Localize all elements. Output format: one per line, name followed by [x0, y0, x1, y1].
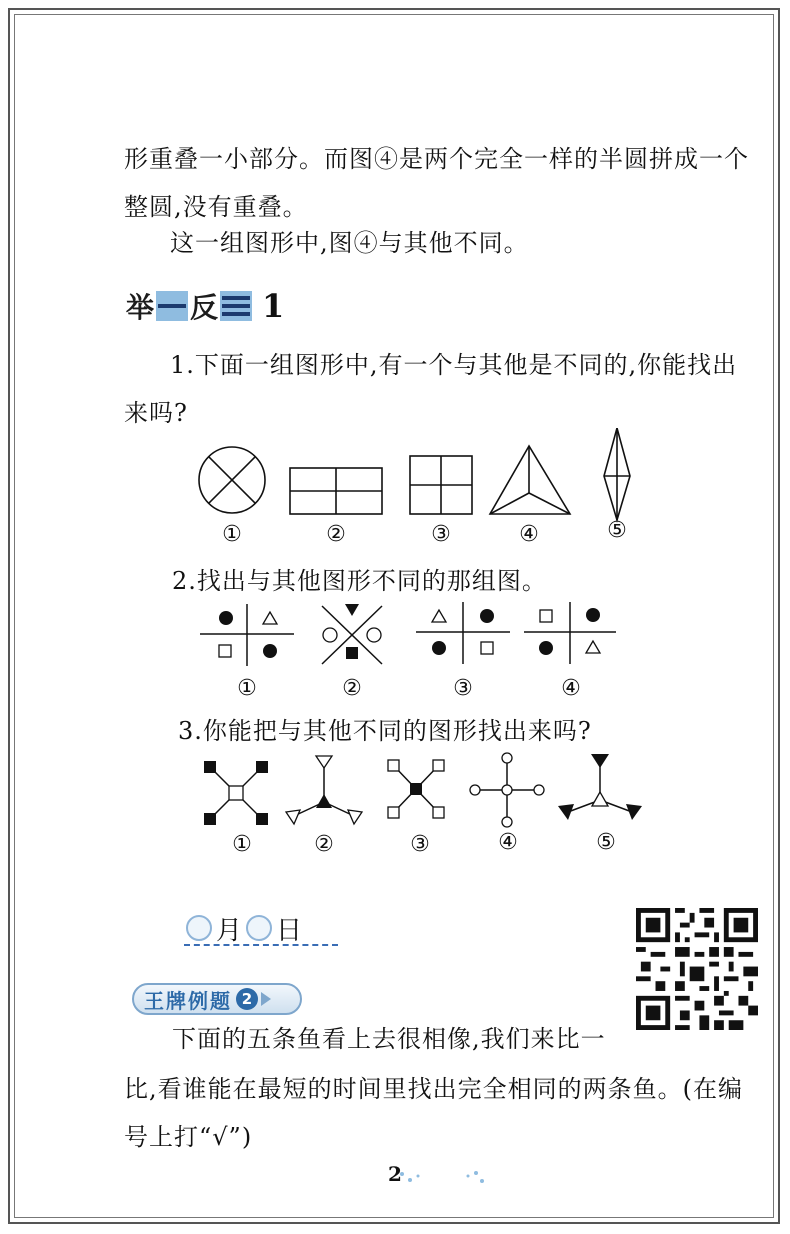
section-heading — [126, 288, 284, 324]
question-3-figures — [196, 748, 646, 830]
figure-label: ⑤ — [607, 518, 627, 543]
rectangle-quarters-figure — [290, 468, 382, 514]
y-triangles-figure-2 — [286, 756, 362, 824]
figure-label: ③ — [410, 832, 430, 857]
example-badge-label: 王牌例题 — [144, 988, 232, 1013]
figure-label: ② — [326, 522, 346, 547]
paragraph-line: 整圆,没有重叠。 — [124, 193, 308, 221]
y-triangles-figure-5 — [558, 754, 642, 820]
triangle-medians-figure — [490, 446, 570, 514]
month-blank-circle — [186, 915, 212, 941]
play-arrow-icon — [261, 992, 271, 1006]
example-text: 下面的五条鱼看上去很相像,我们来比一 — [172, 1025, 606, 1053]
figure-label: ③ — [431, 522, 451, 547]
example-text: 比,看谁能在最短的时间里找出完全相同的两条鱼。(在编 — [124, 1075, 743, 1103]
figure-label: ④ — [498, 830, 518, 855]
figure-label: ③ — [453, 676, 473, 701]
date-field — [186, 910, 306, 946]
cross-group-1 — [200, 604, 294, 666]
question-3-text: 3.你能把与其他不同的图形找出来吗? — [178, 717, 592, 745]
figure-label: ④ — [561, 676, 581, 701]
question-1-figures — [192, 428, 662, 524]
example-badge — [132, 983, 302, 1015]
heading-char: 反 — [190, 291, 219, 324]
figure-label: ④ — [519, 522, 539, 547]
square-quarters-figure — [410, 456, 472, 514]
x-squares-figure-1 — [204, 761, 268, 825]
heading-char: 举 — [126, 291, 155, 324]
page-number: 2 — [388, 1162, 402, 1186]
qr-code-icon — [636, 908, 758, 1030]
heading-number: 1 — [262, 287, 285, 325]
day-label: 日 — [276, 915, 303, 946]
month-label: 月 — [216, 915, 243, 946]
cross-group-2 — [322, 604, 382, 664]
example-badge-number: 2 — [236, 988, 258, 1010]
figure-label: ② — [342, 676, 362, 701]
decorative-dots-right-icon — [462, 1170, 492, 1186]
paragraph-line: 这一组图形中,图④与其他不同。 — [170, 229, 529, 257]
plus-circles-figure-4 — [470, 753, 544, 827]
figure-label: ① — [232, 832, 252, 857]
rhombus-figure — [604, 428, 630, 520]
figure-label: ② — [314, 832, 334, 857]
question-1-text: 来吗? — [124, 399, 188, 427]
figure-label: ⑤ — [596, 830, 616, 855]
x-squares-figure-3 — [388, 760, 444, 818]
question-2-text: 2.找出与其他图形不同的那组图。 — [172, 567, 547, 595]
question-2-figures — [200, 600, 620, 670]
circle-cross-figure — [199, 447, 265, 513]
figure-label: ① — [237, 676, 257, 701]
paragraph-line: 形重叠一小部分。而图④是两个完全一样的半圆拼成一个 — [124, 145, 749, 173]
example-text: 号上打“√”) — [124, 1123, 253, 1151]
day-blank-circle — [246, 915, 272, 941]
cross-group-4 — [524, 602, 616, 664]
question-1-text: 1.下面一组图形中,有一个与其他是不同的,你能找出 — [170, 351, 738, 379]
date-underline — [184, 944, 338, 946]
heading-san-block — [220, 291, 252, 321]
heading-yi-block — [156, 291, 188, 321]
figure-label: ① — [222, 522, 242, 547]
cross-group-3 — [416, 602, 510, 664]
